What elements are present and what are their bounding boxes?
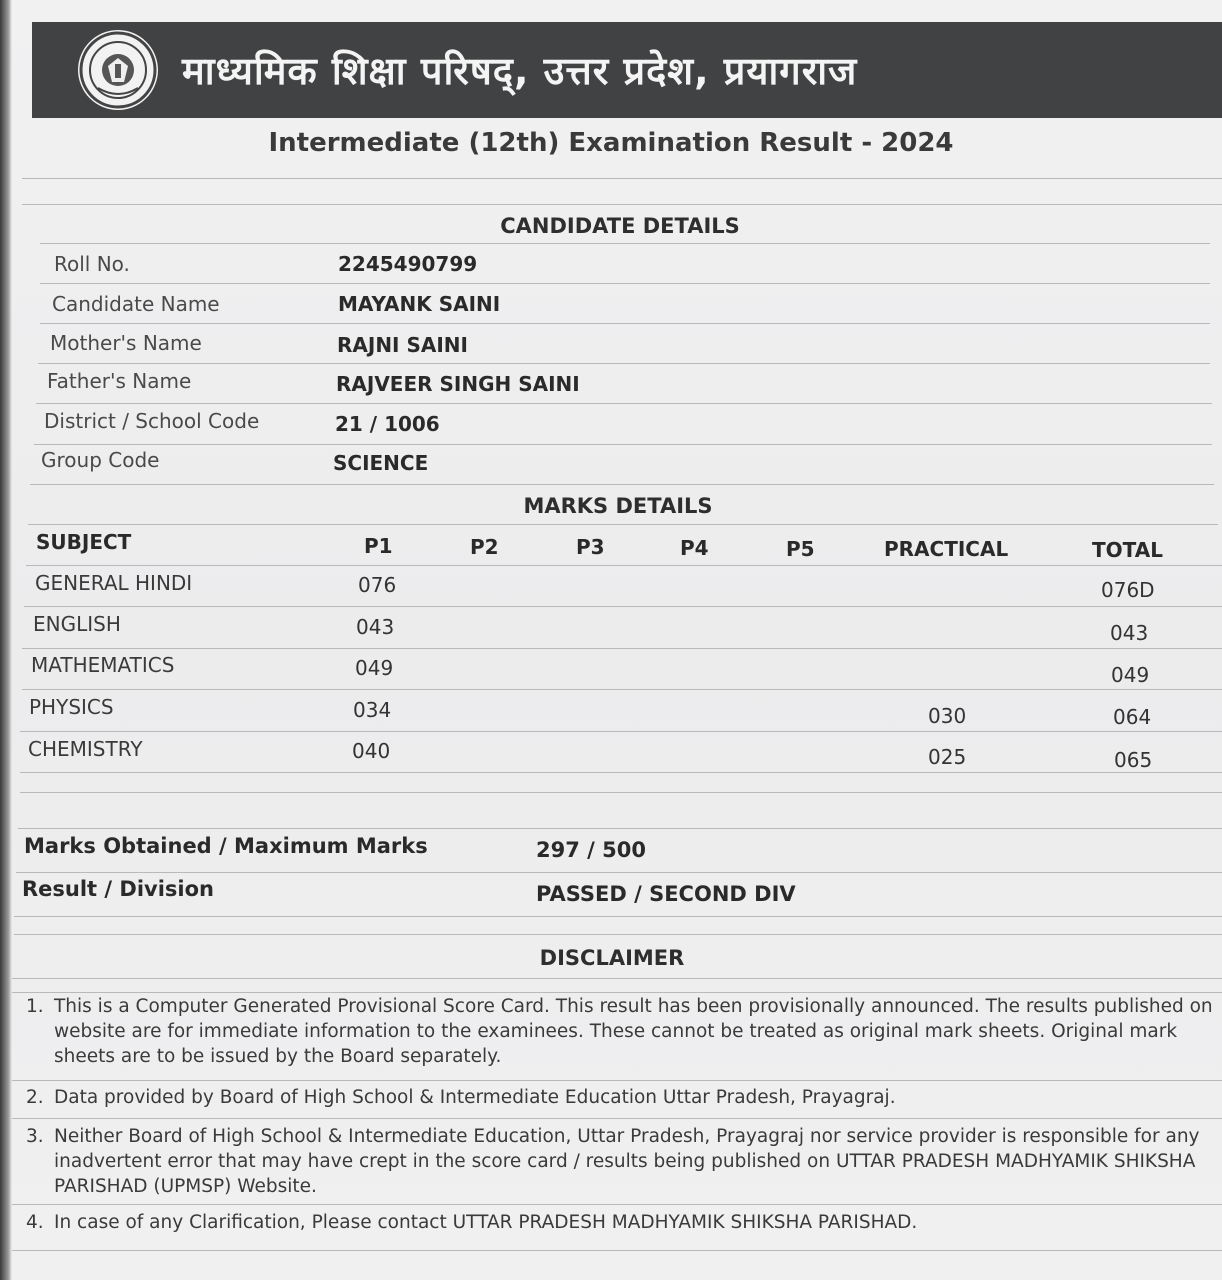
col-p1: P1 <box>364 534 393 558</box>
exam-title: Intermediate (12th) Examination Result - 2024 <box>268 128 954 158</box>
disclaimer-text: Data provided by Board of High School & Intermediate Education Uttar Pradesh, Prayagraj. <box>54 1087 896 1108</box>
subject-name: PHYSICS <box>29 695 114 719</box>
divider <box>24 606 1222 607</box>
subject-name: GENERAL HINDI <box>35 571 193 595</box>
col-p3: P3 <box>576 535 605 559</box>
field-label: Group Code <box>41 448 160 472</box>
district-school-code: 21 / 1006 <box>335 412 440 436</box>
p1-marks: 034 <box>353 698 392 722</box>
result-division-label: Result / Division <box>22 877 214 901</box>
candidate-row <box>0 408 1222 448</box>
total-marks: 049 <box>1111 663 1150 687</box>
upmsp-emblem-icon <box>78 30 158 110</box>
disclaimer-text: This is a Computer Generated Provisional Score Card. This result has been provisionally announced. The results published on website are for immediate information to the examinees. These cannot be treated as original mark sheets. Original mark sheets are to be issued by the Board separately. <box>54 996 1213 1067</box>
divider <box>20 792 1222 793</box>
mother-name: RAJNI SAINI <box>337 333 468 357</box>
candidate-row <box>0 330 1222 370</box>
group-code: SCIENCE <box>333 451 429 475</box>
divider <box>12 1204 1222 1205</box>
candidate-row <box>0 250 1222 290</box>
marks-obtained-label: Marks Obtained / Maximum Marks <box>24 834 428 858</box>
total-marks: 043 <box>1110 621 1149 645</box>
father-name: RAJVEER SINGH SAINI <box>336 372 580 396</box>
field-label: Roll No. <box>54 252 130 276</box>
divider <box>36 403 1212 404</box>
disclaimer-heading: DISCLAIMER <box>539 946 685 970</box>
practical-marks: 025 <box>928 745 967 769</box>
divider <box>22 689 1222 690</box>
total-marks: 064 <box>1113 705 1152 729</box>
divider <box>26 565 1222 566</box>
col-total: TOTAL <box>1092 538 1163 562</box>
disclaimer-item <box>26 1124 1216 1204</box>
disclaimer-item <box>26 994 1216 1074</box>
divider <box>40 243 1210 244</box>
disclaimer-number: 2. <box>26 1087 44 1108</box>
divider <box>30 484 1214 485</box>
field-label: Father's Name <box>47 369 192 393</box>
divider <box>14 934 1222 935</box>
col-subject: SUBJECT <box>36 530 132 554</box>
marks-row <box>0 652 1222 692</box>
candidate-row <box>0 447 1222 487</box>
divider <box>12 1080 1222 1081</box>
candidate-row <box>0 290 1222 330</box>
header-banner <box>32 22 1222 118</box>
p1-marks: 076 <box>358 573 397 597</box>
disclaimer-number: 4. <box>26 1212 44 1233</box>
divider <box>18 828 1222 829</box>
practical-marks: 030 <box>928 704 967 728</box>
field-label: Mother's Name <box>50 331 202 355</box>
marks-row <box>0 570 1222 610</box>
candidate-name: MAYANK SAINI <box>338 292 501 316</box>
divider <box>12 992 1222 993</box>
divider <box>12 1118 1222 1119</box>
field-label: District / School Code <box>44 409 260 433</box>
divider <box>40 283 1210 284</box>
subject-name: CHEMISTRY <box>28 737 143 761</box>
col-practical: PRACTICAL <box>884 537 1009 561</box>
disclaimer-item <box>26 1085 1216 1113</box>
divider <box>14 916 1222 917</box>
divider <box>20 772 1222 773</box>
marks-details-heading: MARKS DETAILS <box>523 494 713 518</box>
field-label: Candidate Name <box>52 292 220 316</box>
result-division-value: PASSED / SECOND DIV <box>536 882 796 906</box>
col-p2: P2 <box>470 535 499 559</box>
disclaimer-text: Neither Board of High School & Intermediate Education, Uttar Pradesh, Prayagraj nor service provider is responsible for any inadvertent error that may have crept in the score card / results being published on UTTAR PRADESH MADHYAMIK SHIKSHA PARISHAD (UPMSP) Website. <box>54 1126 1200 1197</box>
marks-row <box>0 694 1222 734</box>
marks-obtained-value: 297 / 500 <box>536 838 646 862</box>
divider <box>22 178 1222 179</box>
p1-marks: 043 <box>356 615 395 639</box>
divider <box>20 731 1222 732</box>
disclaimer-text: In case of any Clarification, Please contact UTTAR PRADESH MADHYAMIK SHIKSHA PARISHAD. <box>54 1212 918 1233</box>
col-p4: P4 <box>680 536 709 560</box>
subject-name: ENGLISH <box>33 612 121 636</box>
marks-header-row <box>0 528 1222 568</box>
p1-marks: 040 <box>352 739 391 763</box>
disclaimer-number: 1. <box>26 996 44 1017</box>
divider <box>22 648 1222 649</box>
divider <box>38 363 1210 364</box>
board-title-hindi: माध्यमिक शिक्षा परिषद्, उत्तर प्रदेश, प्रयागराज <box>182 49 858 93</box>
p1-marks: 049 <box>355 656 394 680</box>
marks-row <box>0 736 1222 776</box>
roll-number: 2245490799 <box>338 252 478 276</box>
divider <box>22 204 1222 205</box>
divider <box>12 1250 1222 1251</box>
total-marks: 076D <box>1101 578 1155 602</box>
total-marks: 065 <box>1114 748 1153 772</box>
divider <box>40 323 1210 324</box>
disclaimer-item <box>26 1210 1216 1238</box>
subject-name: MATHEMATICS <box>31 653 175 677</box>
divider <box>34 444 1212 445</box>
col-p5: P5 <box>786 537 815 561</box>
divider <box>12 978 1222 979</box>
divider <box>28 524 1218 525</box>
marks-row <box>0 611 1222 651</box>
disclaimer-number: 3. <box>26 1126 44 1147</box>
candidate-details-heading: CANDIDATE DETAILS <box>500 214 740 238</box>
divider <box>16 872 1222 873</box>
